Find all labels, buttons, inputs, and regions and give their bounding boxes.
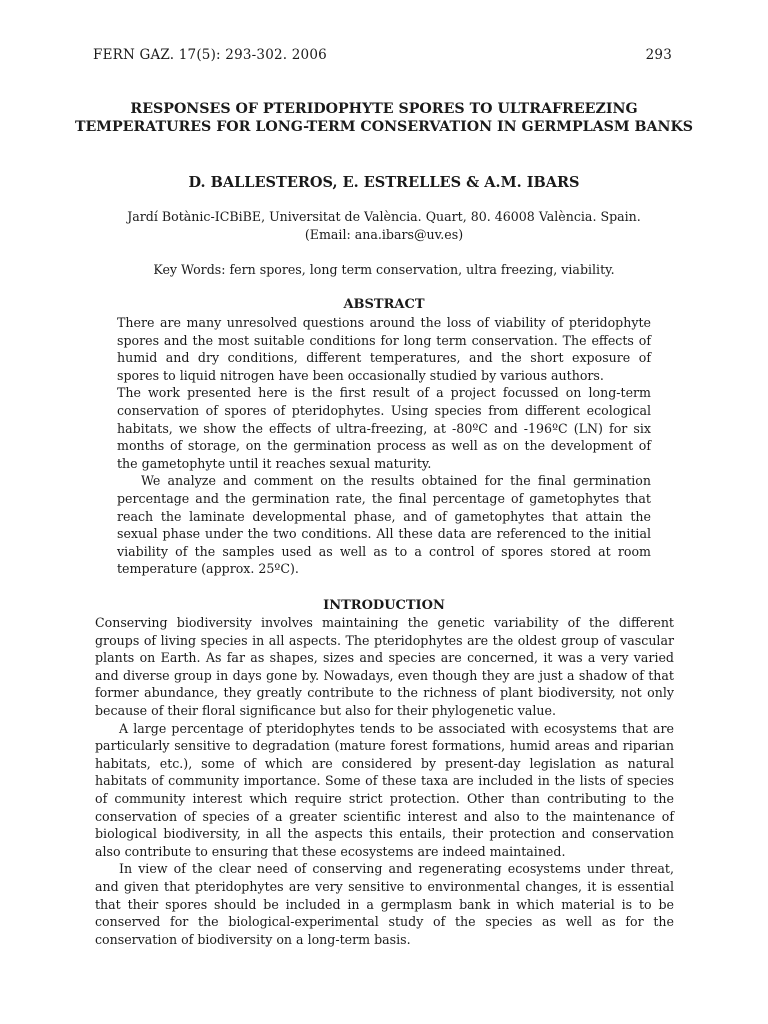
affiliation bbox=[80, 208, 688, 244]
page-number: 293 bbox=[645, 47, 672, 63]
affiliation-email: (Email: ana.ibars@uv.es) bbox=[304, 227, 464, 242]
introduction bbox=[95, 614, 674, 948]
authors: D. BALLESTEROS, E. ESTRELLES & A.M. IBARS bbox=[188, 174, 580, 191]
introduction-paragraph: In view of the clear need of conserving and regenerating ecosystems under threat, and given that pteridophytes are very sensitive to environmental changes, it is essential that their spores should be included in a germplasm bank in which material is to be conserved for the biological-experimental study of the species as well as for the conservation of biodiversity on a long-term basis. bbox=[95, 861, 674, 947]
journal-citation: FERN GAZ. 17(5): 293-302. 2006 bbox=[93, 47, 327, 63]
introduction-heading: INTRODUCTION bbox=[323, 598, 445, 613]
paper-title: RESPONSES OF PTERIDOPHYTE SPORES TO ULTRAFREEZING TEMPERATURES FOR LONG-TERM CONSERVATION IN GERMPLASM BANKS bbox=[74, 101, 694, 135]
affiliation-address: Jardí Botànic-ICBiBE, Universitat de València. Quart, 80. 46008 València. Spain. bbox=[127, 209, 641, 224]
abstract-paragraph: There are many unresolved questions around the loss of viability of pteridophyte spores and the most suitable conditions for long term conservation. The effects of humid and dry conditions, different temperatures, and the short exposure of spores to liquid nitrogen have been occasionally studied by various authors. bbox=[117, 315, 651, 383]
running-header bbox=[93, 47, 672, 63]
abstract-paragraph: The work presented here is the first result of a project focussed on long-term conservation of spores of pteridophytes. Using species from different ecological habitats, we show the effects of ultra-freezing, at -80ºC and -196ºC (LN) for six months of storage, on the germination process as well as on the development of the gametophyte until it reaches sexual maturity. bbox=[117, 385, 651, 471]
introduction-paragraph: Conserving biodiversity involves maintaining the genetic variability of the different groups of living species in all aspects. The pteridophytes are the oldest group of vascular plants on Earth. As far as shapes, sizes and species are concerned, it was a very varied and diverse group in days gone by. Nowadays, even though they are just a shadow of that former abundance, they greatly contribute to the richness of plant biodiversity, not only because of their floral significance but also for their phylogenetic value. bbox=[95, 615, 674, 718]
abstract-paragraph: We analyze and comment on the results obtained for the final germination percentage and the germination rate, the final percentage of gametophytes that reach the laminate developmental phase, and of gametophytes that attain the sexual phase under the two conditions. All these data are referenced to the initial viability of the samples used as well as to a control of spores stored at room temperature (approx. 25ºC). bbox=[117, 473, 651, 577]
abstract-heading: ABSTRACT bbox=[343, 297, 425, 312]
introduction-paragraph: A large percentage of pteridophytes tends to be associated with ecosystems that are particularly sensitive to degradation (mature forest formations, humid areas and riparian habitats, etc.), some of which are considered by present-day legislation as natural habitats of community importance. Some of these taxa are included in the lists of species of community interest which require strict protection. Other than contributing to the conservation of species of a greater scientific interest and also to the maintenance of biological biodiversity, in all the aspects this entails, their protection and conservation also contribute to ensuring that these ecosystems are indeed maintained. bbox=[95, 720, 674, 859]
keywords: Key Words: fern spores, long term conservation, ultra freezing, viability. bbox=[153, 262, 615, 277]
abstract bbox=[117, 314, 651, 578]
